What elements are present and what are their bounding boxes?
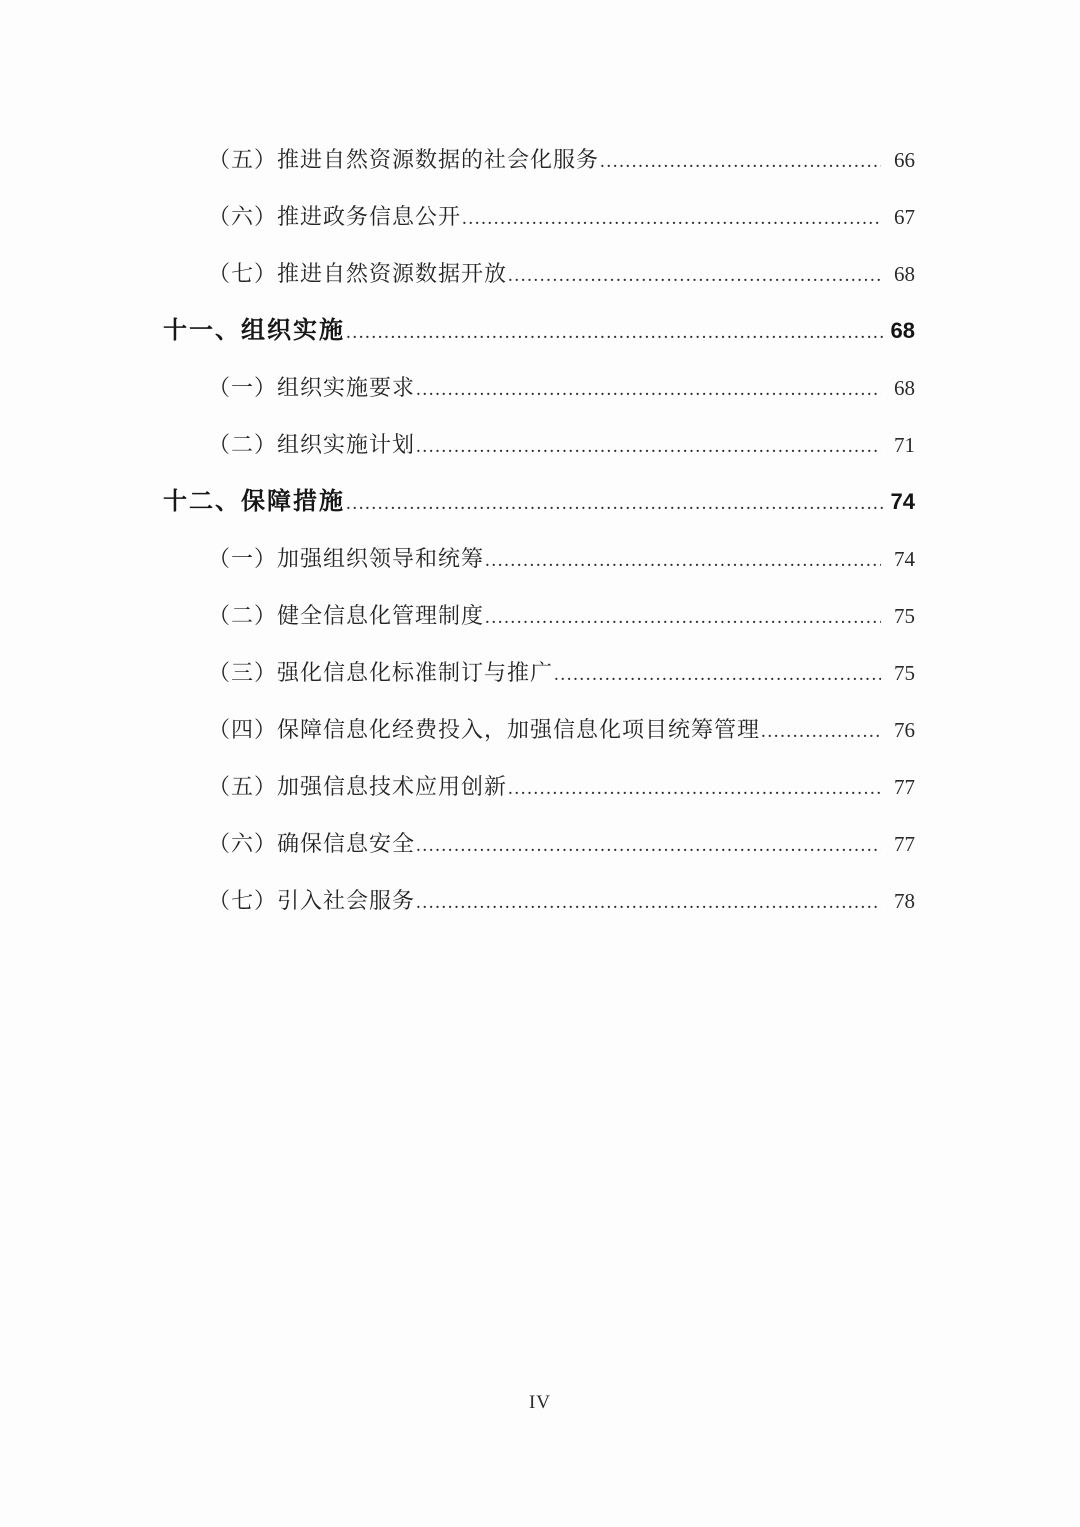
toc-entry-page-number: 67 [894, 205, 915, 229]
toc-list [163, 131, 915, 929]
toc-entry-label: （二）组织实施计划 [208, 432, 416, 457]
toc-entry-page-number: 75 [894, 604, 915, 628]
dot-leader [416, 361, 881, 419]
toc-entry-page-number: 68 [894, 376, 915, 400]
toc-entry [163, 416, 915, 473]
toc-entry-label: （六）确保信息安全 [208, 831, 416, 856]
toc-entry-page-number: 68 [894, 262, 915, 286]
toc-entry-label: （一）加强组织领导和统筹 [208, 546, 485, 571]
toc-entry [163, 872, 915, 929]
toc-entry [163, 758, 915, 815]
toc-entry-page-number: 74 [890, 489, 915, 514]
toc-entry [163, 359, 915, 416]
toc-entry [163, 473, 915, 530]
toc-entry-page-number: 77 [894, 775, 915, 799]
dot-leader [416, 874, 881, 932]
toc-entry-page-number: 74 [894, 547, 915, 571]
toc-entry-page-number: 68 [890, 318, 915, 343]
toc-entry [163, 530, 915, 587]
toc-entry-label: （一）组织实施要求 [208, 375, 416, 400]
toc-entry-label: （五）推进自然资源数据的社会化服务 [208, 147, 600, 172]
dot-leader [508, 247, 881, 305]
toc-entry [163, 188, 915, 245]
toc-entry [163, 302, 915, 359]
toc-entry [163, 245, 915, 302]
dot-leader [416, 418, 881, 476]
dot-leader [416, 817, 881, 875]
toc-entry-page-number: 76 [894, 718, 915, 742]
toc-entry-label: （五）加强信息技术应用创新 [208, 774, 508, 799]
toc-entry-page-number: 77 [894, 832, 915, 856]
dot-leader [508, 760, 881, 818]
toc-entry-label: （七）推进自然资源数据开放 [208, 261, 508, 286]
page-number: IV [528, 1392, 552, 1413]
toc-entry-label: （二）健全信息化管理制度 [208, 603, 485, 628]
toc-entry-label: （六）推进政务信息公开 [208, 204, 462, 229]
page-footer [0, 1392, 1080, 1414]
toc-entry [163, 701, 915, 758]
toc-entry-page-number: 75 [894, 661, 915, 685]
toc-entry-page-number: 66 [894, 148, 915, 172]
toc-entry-label: （七）引入社会服务 [208, 888, 416, 913]
dot-leader [761, 703, 881, 761]
dot-leader [485, 532, 881, 590]
toc-entry [163, 587, 915, 644]
toc-entry [163, 644, 915, 701]
toc-entry [163, 815, 915, 872]
dot-leader [346, 304, 886, 362]
dot-leader [462, 190, 881, 248]
toc-entry-page-number: 78 [894, 889, 915, 913]
dot-leader [346, 475, 886, 533]
toc-entry-page-number: 71 [894, 433, 915, 457]
toc-entry [163, 131, 915, 188]
toc-entry-label: （三）强化信息化标准制订与推广 [208, 660, 554, 685]
toc-entry-label: 十一、组织实施 [163, 317, 345, 344]
dot-leader [600, 133, 881, 191]
toc-entry-label: 十二、保障措施 [163, 488, 345, 515]
dot-leader [485, 589, 881, 647]
dot-leader [554, 646, 881, 704]
toc-entry-label: （四）保障信息化经费投入，加强信息化项目统筹管理 [208, 717, 761, 742]
